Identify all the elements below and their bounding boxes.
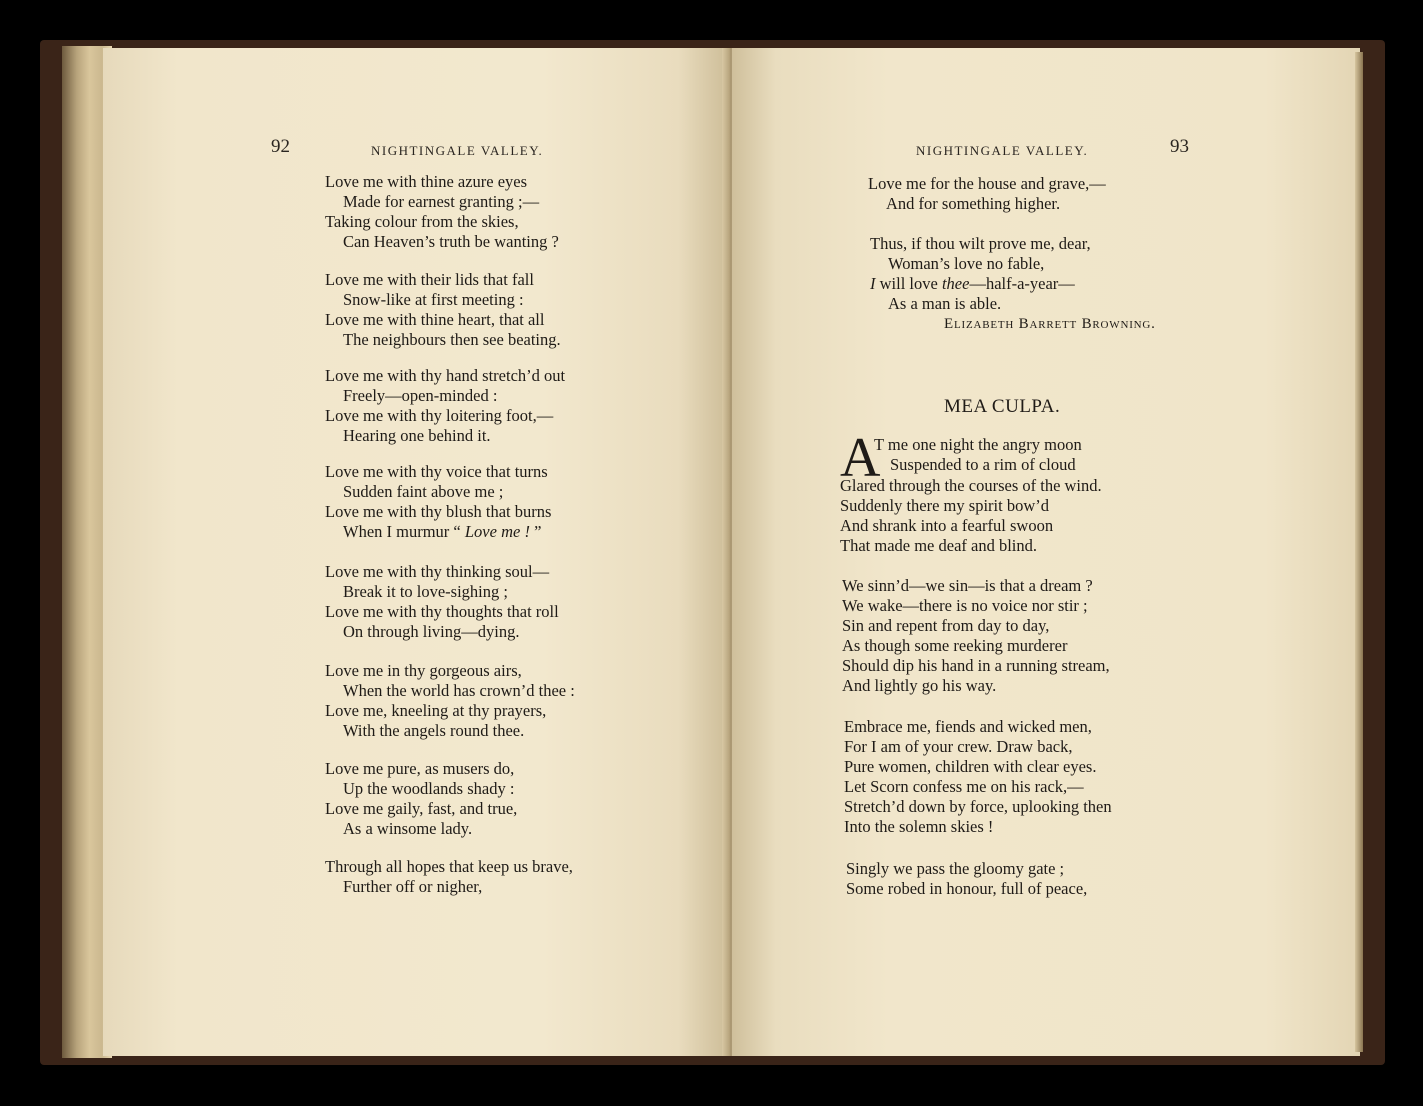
poem-title: MEA CULPA. xyxy=(944,396,1061,417)
verse-line: Suddenly there my spirit bow’d xyxy=(840,496,1049,515)
verse-line: Into the solemn skies ! xyxy=(844,817,994,836)
verse-line: That made me deaf and blind. xyxy=(840,536,1038,555)
verse-line xyxy=(870,274,1075,294)
verse-line: Up the woodlands shady : xyxy=(343,779,515,798)
verse-line: Love me with their lids that fall xyxy=(325,270,534,289)
verse-line: Love me in thy gorgeous airs, xyxy=(325,661,522,680)
page-number: 93 xyxy=(1170,136,1189,157)
verse-line: Embrace me, fiends and wicked men, xyxy=(844,717,1092,736)
verse-line: Freely—open-minded : xyxy=(343,386,498,405)
left-page xyxy=(103,48,728,1056)
author-attribution: Elizabeth Barrett Browning. xyxy=(944,316,1156,332)
verse-line: Love me with thy hand stretch’d out xyxy=(325,366,566,385)
verse-line: Break it to love-sighing ; xyxy=(343,582,508,601)
verse-line: Hearing one behind it. xyxy=(343,426,491,445)
verse-line: Love me, kneeling at thy prayers, xyxy=(325,701,547,720)
verse-line: Some robed in honour, full of peace, xyxy=(846,879,1088,898)
closing-quote: ” xyxy=(529,522,542,541)
drop-cap: A xyxy=(840,427,881,489)
italic-phrase: Love me ! xyxy=(464,522,530,541)
running-head: NIGHTINGALE VALLEY. xyxy=(371,143,544,158)
verse-line: Through all hopes that keep us brave, xyxy=(325,857,573,876)
verse-line: As though some reeking murderer xyxy=(842,636,1068,655)
verse-line: On through living—dying. xyxy=(343,622,520,641)
verse-line: As a man is able. xyxy=(888,294,1002,313)
verse-line xyxy=(343,522,541,542)
italic-word: I xyxy=(870,274,876,293)
verse-line: Woman’s love no fable, xyxy=(888,254,1045,273)
verse-line: Love me with thine azure eyes xyxy=(325,172,528,191)
verse-line: Suspended to a rim of cloud xyxy=(890,455,1076,474)
verse-line: With the angels round thee. xyxy=(343,721,525,740)
verse-line: Love me with thy blush that burns xyxy=(325,502,552,521)
verse-line: Snow-like at first meeting : xyxy=(343,290,524,309)
verse-line: And lightly go his way. xyxy=(842,676,997,695)
verse-line: Singly we pass the gloomy gate ; xyxy=(846,859,1065,878)
verse-line: Love me with thy voice that turns xyxy=(325,462,548,481)
verse-line: We wake—there is no voice nor stir ; xyxy=(842,596,1088,615)
verse-line: Glared through the courses of the wind. xyxy=(840,476,1102,495)
verse-line: And shrank into a fearful swoon xyxy=(840,516,1054,535)
italic-word: thee xyxy=(941,274,970,293)
running-head: NIGHTINGALE VALLEY. xyxy=(916,143,1089,158)
verse-line: Love me with thy thoughts that roll xyxy=(325,602,559,621)
verse-line: T me one night the angry moon xyxy=(874,435,1082,454)
verse-line: Stretch’d down by force, uplooking then xyxy=(844,797,1112,816)
verse-line: Love me pure, as musers do, xyxy=(325,759,515,778)
verse-line: Can Heaven’s truth be wanting ? xyxy=(343,232,559,251)
verse-line: When the world has crown’d thee : xyxy=(343,681,575,700)
verse-text: will love xyxy=(875,274,942,293)
verse-line: Thus, if thou wilt prove me, dear, xyxy=(870,234,1091,253)
verse-line: Love me with thine heart, that all xyxy=(325,310,545,329)
verse-line: We sinn’d—we sin—is that a dream ? xyxy=(842,576,1093,595)
verse-line: Love me for the house and grave,— xyxy=(868,174,1106,193)
verse-line: And for something higher. xyxy=(886,194,1061,213)
verse-line: The neighbours then see beating. xyxy=(343,330,561,349)
verse-line: As a winsome lady. xyxy=(343,819,473,838)
right-page xyxy=(732,48,1360,1056)
verse-line: Love me with thy thinking soul— xyxy=(325,562,550,581)
verse-line: Pure women, children with clear eyes. xyxy=(844,757,1097,776)
verse-line: Should dip his hand in a running stream, xyxy=(842,656,1110,675)
verse-line: Sudden faint above me ; xyxy=(343,482,504,501)
verse-line: Let Scorn confess me on his rack,— xyxy=(844,777,1084,796)
verse-line: For I am of your crew. Draw back, xyxy=(844,737,1073,756)
verse-line: Further off or nigher, xyxy=(343,877,483,896)
page-number: 92 xyxy=(271,136,290,157)
page-stack-edge-right xyxy=(1355,52,1363,1052)
verse-line: Taking colour from the skies, xyxy=(325,212,519,231)
verse-text: —half-a-year— xyxy=(969,274,1075,293)
verse-line: Love me with thy loitering foot,— xyxy=(325,406,554,425)
verse-line: Sin and repent from day to day, xyxy=(842,616,1050,635)
verse-text: When I murmur “ xyxy=(343,522,465,541)
verse-line: Love me gaily, fast, and true, xyxy=(325,799,518,818)
verse-line: Made for earnest granting ;— xyxy=(343,192,540,211)
